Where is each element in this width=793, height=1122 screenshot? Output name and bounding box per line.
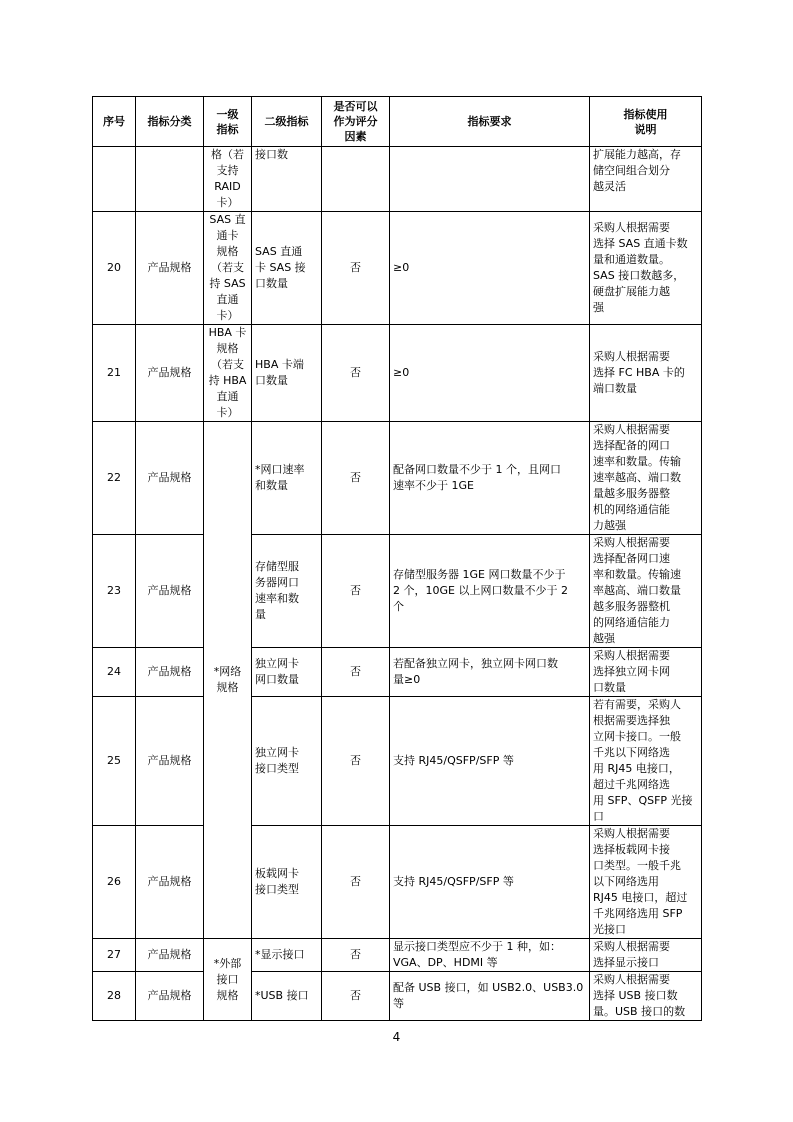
cell-level2: 独立网卡 接口类型: [252, 697, 322, 826]
page-number: 4: [392, 1030, 401, 1044]
header-category: 指标分类: [136, 97, 204, 147]
cell-level1-external: *外部 接口 规格: [204, 939, 252, 1021]
cell-category: 产品规格: [136, 972, 204, 1021]
cell-category: 产品规格: [136, 535, 204, 648]
table-row: [93, 826, 702, 939]
cell-explanation: 采购人根据需要 选择显示接口: [590, 939, 702, 972]
table-row: [93, 535, 702, 648]
cell-no: 24: [93, 648, 136, 697]
cell-no: 26: [93, 826, 136, 939]
cell-explanation: 采购人根据需要 选择 SAS 直通卡数 量和通道数量。 SAS 接口数越多， 硬盘扩展能力越 强: [590, 212, 702, 325]
cell-category: 产品规格: [136, 648, 204, 697]
cell-no: 21: [93, 325, 136, 422]
cell-level1: HBA 卡 规格 （若支 持 HBA 直通 卡）: [204, 325, 252, 422]
header-explanation: 指标使用 说明: [590, 97, 702, 147]
cell-requirement: ≥0: [390, 325, 590, 422]
cell-no: 25: [93, 697, 136, 826]
cell-scoring: 否: [322, 325, 390, 422]
cell-level1: 格（若 支持 RAID 卡）: [204, 147, 252, 212]
cell-no: 23: [93, 535, 136, 648]
cell-requirement: 显示接口类型应不少于 1 种，如： VGA、DP、HDMI 等: [390, 939, 590, 972]
cell-level2: SAS 直通 卡 SAS 接 口数量: [252, 212, 322, 325]
cell-level2: *显示接口: [252, 939, 322, 972]
cell-explanation: 扩展能力越高，存 储空间组合划分 越灵活: [590, 147, 702, 212]
table-row: [93, 422, 702, 535]
cell-category: 产品规格: [136, 939, 204, 972]
cell-level2: 独立网卡 网口数量: [252, 648, 322, 697]
cell-no: 20: [93, 212, 136, 325]
cell-no: 28: [93, 972, 136, 1021]
cell-explanation: 采购人根据需要 选择配备的网口 速率和数量。传输 速率越高、端口数 量越多服务器整 机的网络通信能 力越强: [590, 422, 702, 535]
cell-no: 27: [93, 939, 136, 972]
cell-category: 产品规格: [136, 422, 204, 535]
cell-level2: 存储型服 务器网口 速率和数 量: [252, 535, 322, 648]
cell-category: 产品规格: [136, 325, 204, 422]
cell-explanation: 采购人根据需要 选择独立网卡网 口数量: [590, 648, 702, 697]
table-row: [93, 325, 702, 422]
header-requirement: 指标要求: [390, 97, 590, 147]
cell-scoring: 否: [322, 535, 390, 648]
cell-requirement: [390, 147, 590, 212]
table-row: [93, 212, 702, 325]
cell-level2: *网口速率 和数量: [252, 422, 322, 535]
cell-requirement: 配备 USB 接口，如 USB2.0、USB3.0 等: [390, 972, 590, 1021]
cell-scoring: 否: [322, 697, 390, 826]
cell-level1-network: *网络 规格: [204, 422, 252, 939]
cell-explanation: 采购人根据需要 选择 USB 接口数 量。USB 接口的数: [590, 972, 702, 1021]
cell-category: 产品规格: [136, 697, 204, 826]
cell-category: [136, 147, 204, 212]
cell-scoring: 否: [322, 972, 390, 1021]
cell-level1: SAS 直 通卡 规格 （若支 持 SAS 直通 卡）: [204, 212, 252, 325]
cell-level2: *USB 接口: [252, 972, 322, 1021]
cell-requirement: 若配备独立网卡，独立网卡网口数 量≥0: [390, 648, 590, 697]
cell-level2: 板载网卡 接口类型: [252, 826, 322, 939]
table-row: [93, 697, 702, 826]
cell-category: 产品规格: [136, 212, 204, 325]
cell-no: 22: [93, 422, 136, 535]
cell-scoring: [322, 147, 390, 212]
cell-explanation: 采购人根据需要 选择板载网卡接 口类型。一般千兆 以下网络选用 RJ45 电接口，超过 千兆网络选用 SFP 光接口: [590, 826, 702, 939]
header-no: 序号: [93, 97, 136, 147]
header-row: [93, 97, 702, 147]
cell-requirement: ≥0: [390, 212, 590, 325]
cell-scoring: 否: [322, 212, 390, 325]
spec-table: [92, 96, 702, 1021]
cell-no: [93, 147, 136, 212]
cell-requirement: 支持 RJ45/QSFP/SFP 等: [390, 697, 590, 826]
cell-scoring: 否: [322, 826, 390, 939]
cell-level2: 接口数: [252, 147, 322, 212]
cell-explanation: 若有需要，采购人 根据需要选择独 立网卡接口。一般 千兆以下网络选 用 RJ45 电接口， 超过千兆网络选 用 SFP、QSFP 光接 口: [590, 697, 702, 826]
header-level2: 二级指标: [252, 97, 322, 147]
cell-requirement: 配备网口数量不少于 1 个，且网口 速率不少于 1GE: [390, 422, 590, 535]
cell-level2: HBA 卡端 口数量: [252, 325, 322, 422]
cell-requirement: 支持 RJ45/QSFP/SFP 等: [390, 826, 590, 939]
cell-explanation: 采购人根据需要 选择 FC HBA 卡的 端口数量: [590, 325, 702, 422]
cell-scoring: 否: [322, 422, 390, 535]
cell-scoring: 否: [322, 939, 390, 972]
table-row-continued: [93, 147, 702, 212]
cell-scoring: 否: [322, 648, 390, 697]
table-row: [93, 939, 702, 972]
cell-requirement: 存储型服务器 1GE 网口数量不少于 2 个，10GE 以上网口数量不少于 2 个: [390, 535, 590, 648]
header-level1: 一级 指标: [204, 97, 252, 147]
table-row: [93, 648, 702, 697]
header-scoring: 是否可以 作为评分 因素: [322, 97, 390, 147]
table-row: [93, 972, 702, 1021]
cell-category: 产品规格: [136, 826, 204, 939]
cell-explanation: 采购人根据需要 选择配备网口速 率和数量。传输速 率越高、端口数量 越多服务器整机 的网络通信能力 越强: [590, 535, 702, 648]
